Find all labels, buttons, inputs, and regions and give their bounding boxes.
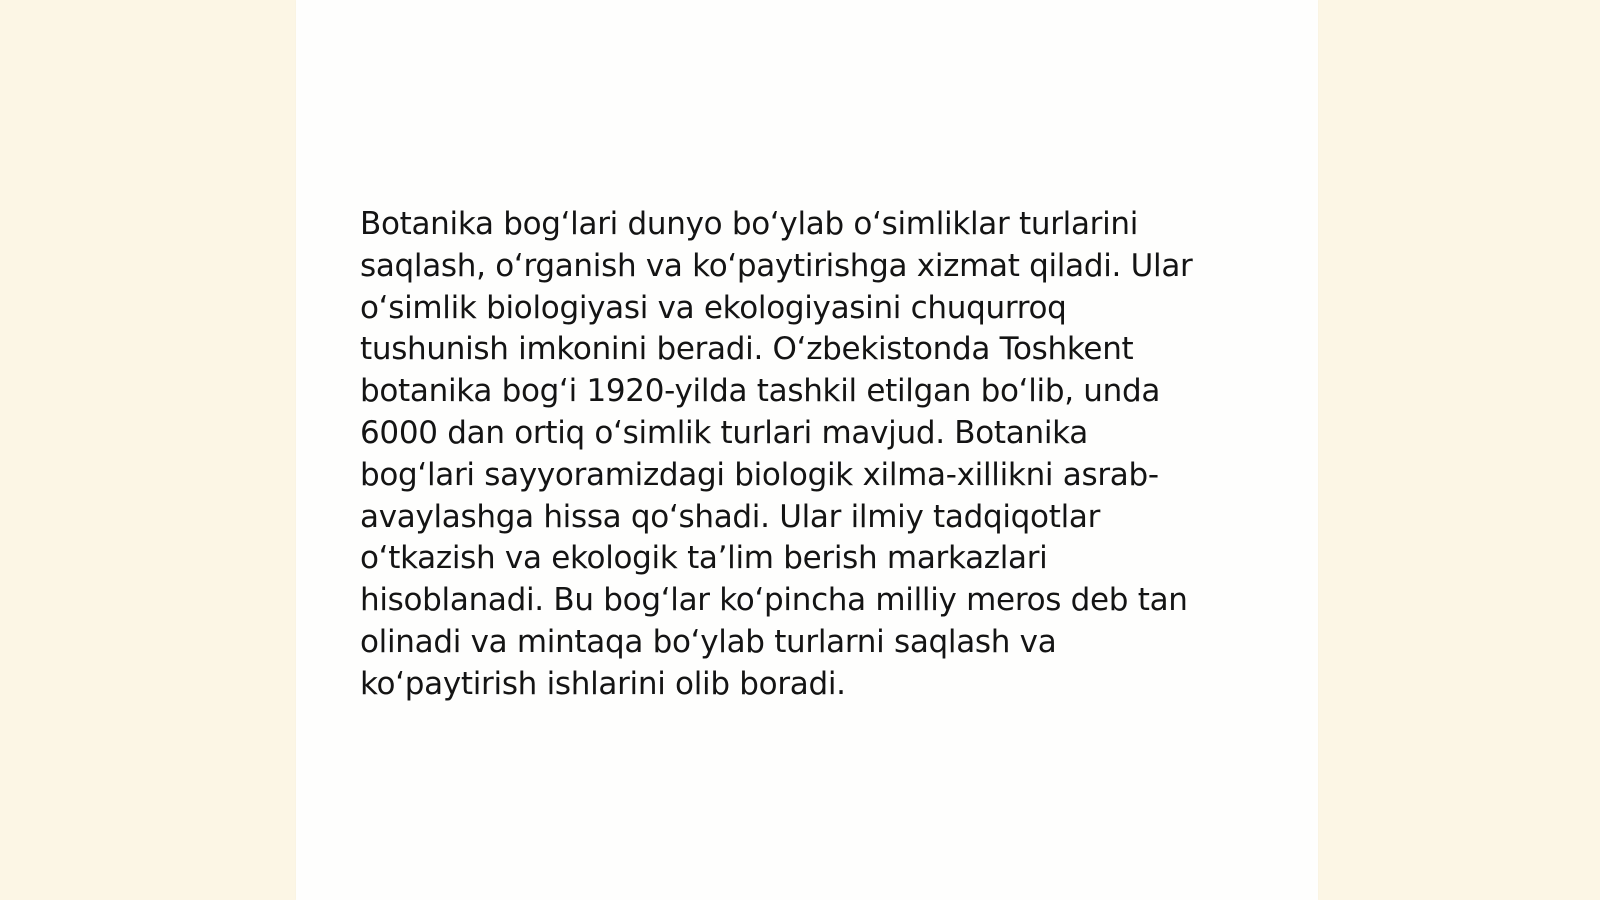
right-margin-background bbox=[1318, 0, 1600, 900]
left-margin-background bbox=[0, 0, 296, 900]
body-paragraph: Botanika bog‘lari dunyo bo‘ylab o‘simliklar turlarini saqlash, o‘rganish va ko‘paytirishga xizmat qiladi. Ular o‘simlik biologiyasi va ekologiyasini chuqurroq tushunish imkonini beradi. O‘zbekistonda Toshkent botanika bog‘i 1920-yilda tashkil etilgan bo‘lib, unda 6000 dan ortiq o‘simlik turlari mavjud. Botanika bog‘lari sayyoramizdagi biologik xilma-xillikni asrab- avaylashga hissa qo‘shadi. Ular ilmiy tadqiqotlar o‘tkazish va ekologik ta’lim berish markazlari hisoblanadi. Bu bog‘lar ko‘pincha milliy meros deb tan olinadi va mintaqa bo‘ylab turlarni saqlash va ko‘paytirish ishlarini olib boradi. bbox=[360, 206, 1193, 702]
document-page bbox=[296, 0, 1318, 900]
